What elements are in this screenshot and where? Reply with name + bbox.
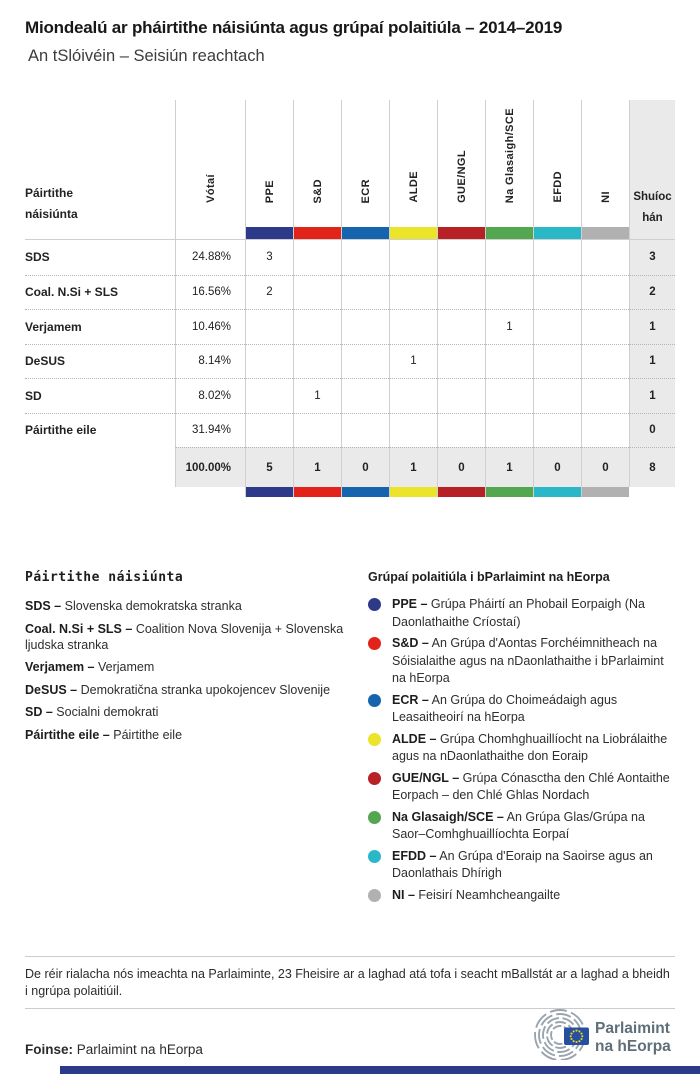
col-header-group-ecr: ECR	[341, 100, 389, 240]
ppe-footer-bar	[246, 487, 293, 497]
source-line	[25, 1042, 203, 1057]
total-seats-cell: 2	[629, 275, 675, 310]
guengl-color-dot	[368, 772, 381, 785]
political-groups-legend	[368, 570, 676, 908]
votes-value: 31.94%	[175, 413, 245, 448]
party-name: DeSUS	[25, 344, 175, 379]
seat-cell	[245, 344, 293, 379]
ni-footer-bar	[582, 487, 629, 497]
votes-value: 8.02%	[175, 378, 245, 413]
group-legend-item: NI – Feisirí Neamhcheangailte	[368, 887, 676, 905]
logo-text-line2: na hEorpa	[595, 1038, 671, 1055]
total-cell: 5	[245, 447, 293, 487]
ecr-color-dot	[368, 694, 381, 707]
party-legend-item: DeSUS – Demokratična stranka upokojencev Slovenije	[25, 682, 331, 697]
col-header-group-sd: S&D	[293, 100, 341, 240]
seat-cell	[341, 275, 389, 310]
seat-cell	[581, 344, 629, 379]
results-table	[25, 100, 675, 497]
seat-cell	[341, 240, 389, 275]
seat-cell	[533, 413, 581, 448]
seat-cell	[293, 344, 341, 379]
alde-footer-bar	[390, 487, 437, 497]
seat-cell	[389, 378, 437, 413]
col-header-group-guengl: GUE/NGL	[437, 100, 485, 240]
seat-cell: 3	[245, 240, 293, 275]
seat-cell	[245, 413, 293, 448]
seat-cell	[533, 309, 581, 344]
divider-top	[25, 956, 675, 957]
col-header-votes: Vótaí	[175, 100, 245, 240]
ecr-footer-bar	[342, 487, 389, 497]
total-votes: 100.00%	[175, 447, 245, 487]
seat-cell	[389, 275, 437, 310]
seats-header-line2: hán	[642, 212, 663, 224]
col-header-parties-line2: náisiúnta	[25, 207, 78, 221]
seat-cell	[389, 240, 437, 275]
legend-heading-groups: Grúpaí polaitiúla i bParlaimint na hEorpa	[368, 570, 610, 584]
seat-cell	[437, 413, 485, 448]
seat-cell	[341, 413, 389, 448]
col-header-group-ppe: PPE	[245, 100, 293, 240]
total-seats-cell: 0	[629, 413, 675, 448]
seat-cell	[581, 309, 629, 344]
seat-cell	[533, 275, 581, 310]
alde-color-dot	[368, 733, 381, 746]
seat-cell	[437, 344, 485, 379]
seat-cell	[533, 344, 581, 379]
total-cell: 1	[293, 447, 341, 487]
total-cell: 1	[389, 447, 437, 487]
greens-color-dot	[368, 811, 381, 824]
group-legend-item: PPE – Grúpa Pháirtí an Phobail Eorpaigh (Na Daonlathaithe Críostaí)	[368, 596, 676, 631]
alde-color-bar	[390, 227, 437, 239]
total-cell: 0	[437, 447, 485, 487]
ni-color-bar	[582, 227, 629, 239]
sd-color-bar	[294, 227, 341, 239]
seat-cell	[533, 240, 581, 275]
group-legend-item: ECR – An Grúpa do Choimeádaigh agus Leasaitheoirí na hEorpa	[368, 692, 676, 727]
sd-footer-bar	[294, 487, 341, 497]
seat-cell	[437, 240, 485, 275]
total-row-spacer	[25, 447, 175, 487]
col-header-group-efdd: EFDD	[533, 100, 581, 240]
seat-cell	[293, 240, 341, 275]
seat-cell	[437, 378, 485, 413]
total-cell: 0	[581, 447, 629, 487]
total-cell: 0	[533, 447, 581, 487]
greens-footer-bar	[486, 487, 533, 497]
seat-cell: 1	[293, 378, 341, 413]
ppe-color-bar	[246, 227, 293, 239]
guengl-color-bar	[438, 227, 485, 239]
ppe-color-dot	[368, 598, 381, 611]
european-parliament-logo	[527, 1008, 677, 1065]
total-cell: 1	[485, 447, 533, 487]
col-header-group-alde: ALDE	[389, 100, 437, 240]
bottom-bar	[60, 1066, 700, 1074]
seat-cell	[533, 378, 581, 413]
group-legend-item: Na Glasaigh/SCE – An Grúpa Glas/Grúpa na Saor–Comhghuaillíochta Eorpaí	[368, 809, 676, 844]
seat-cell	[485, 275, 533, 310]
seat-cell	[245, 378, 293, 413]
party-legend-item: Verjamem – Verjamem	[25, 660, 155, 674]
seat-cell	[293, 275, 341, 310]
seat-cell	[293, 309, 341, 344]
total-seats-cell: 1	[629, 378, 675, 413]
group-legend-item: ALDE – Grúpa Chomhghuaillíocht na Liobrálaithe agus na nDaonlathaithe don Eoraip	[368, 731, 676, 766]
seat-cell	[485, 413, 533, 448]
party-name: Páirtithe eile	[25, 413, 175, 448]
col-header-group-greens: Na Glasaigh/SCE	[485, 100, 533, 240]
col-header-group-ni: NI	[581, 100, 629, 240]
grand-total-seats: 8	[629, 447, 675, 487]
seats-header-line1: Shuíoc	[633, 191, 672, 203]
seat-cell	[485, 344, 533, 379]
party-name: SDS	[25, 250, 50, 265]
col-header-national-parties	[25, 100, 175, 240]
seat-cell	[293, 413, 341, 448]
group-legend-item: S&D – An Grúpa d'Aontas Forchéimnitheach na Sóisialaithe agus na nDaonlathaithe i bParlaimint na hEorpa	[368, 635, 676, 688]
seat-cell: 1	[389, 344, 437, 379]
page-subtitle: An tSlóivéin – Seisiún reachtach	[28, 47, 265, 65]
total-seats-cell: 1	[629, 344, 675, 379]
party-legend-item: Páirtithe eile – Páirtithe eile	[25, 727, 183, 742]
seat-cell	[341, 309, 389, 344]
votes-value: 10.46%	[175, 309, 245, 344]
total-seats-cell: 3	[629, 240, 675, 275]
seat-cell: 2	[245, 275, 293, 310]
votes-value: 8.14%	[175, 344, 245, 379]
seat-cell	[437, 309, 485, 344]
seat-cell	[581, 275, 629, 310]
sd-color-dot	[368, 637, 381, 650]
group-legend-item: EFDD – An Grúpa d'Eoraip na Saoirse agus an Daonlathais Dhírigh	[368, 848, 676, 883]
party-name: Coal. N.Si + SLS	[25, 275, 175, 310]
legend-heading-parties: Páirtithe náisiúnta	[25, 570, 184, 585]
seat-cell	[485, 378, 533, 413]
votes-value: 16.56%	[175, 275, 245, 310]
votes-value: 24.88%	[175, 240, 245, 275]
seat-cell	[581, 378, 629, 413]
seat-cell	[485, 240, 533, 275]
efdd-color-dot	[368, 850, 381, 863]
col-header-seats	[629, 100, 675, 240]
seat-cell	[389, 413, 437, 448]
total-cell: 0	[341, 447, 389, 487]
party-name: SD	[25, 378, 175, 413]
guengl-footer-bar	[438, 487, 485, 497]
party-legend-item: Coal. N.Si + SLS – Coalition Nova Slovenija + Slovenska ljudska stranka	[25, 621, 344, 652]
seat-cell	[245, 309, 293, 344]
seat-cell	[581, 240, 629, 275]
party-legend-item: SD – Socialni demokrati	[25, 705, 159, 719]
ecr-color-bar	[342, 227, 389, 239]
seat-cell	[341, 344, 389, 379]
seat-cell: 1	[485, 309, 533, 344]
efdd-color-bar	[534, 227, 581, 239]
party-legend-item: SDS – Slovenska demokratska stranka	[25, 599, 242, 613]
seat-cell	[581, 413, 629, 448]
source-label: Foinse:	[25, 1042, 74, 1057]
ni-color-dot	[368, 889, 381, 902]
col-header-parties-line1: Páirtithe	[25, 186, 74, 200]
efdd-footer-bar	[534, 487, 581, 497]
ep-logo-graphic	[527, 1008, 677, 1060]
greens-color-bar	[486, 227, 533, 239]
group-legend-item: GUE/NGL – Grúpa Cónasctha den Chlé Aontaithe Eorpach – den Chlé Ghlas Nordach	[368, 770, 676, 805]
party-name: Verjamem	[25, 309, 175, 344]
seat-cell	[341, 378, 389, 413]
seat-cell	[389, 309, 437, 344]
page-title: Miondealú ar pháirtithe náisiúnta agus grúpaí polaitiúla – 2014–2019	[25, 18, 563, 37]
seat-cell	[437, 275, 485, 310]
footnote: De réir rialacha nós imeachta na Parlaiminte, 23 Fheisire ar a laghad atá tofa i seacht mBallstát ar a laghad a bheidh i ngrúpa polaitiúil.	[25, 967, 670, 998]
total-seats-cell: 1	[629, 309, 675, 344]
national-parties-legend	[25, 570, 355, 749]
logo-text-line1: Parlaimint	[595, 1020, 670, 1037]
source-value: Parlaimint na hEorpa	[76, 1042, 203, 1057]
